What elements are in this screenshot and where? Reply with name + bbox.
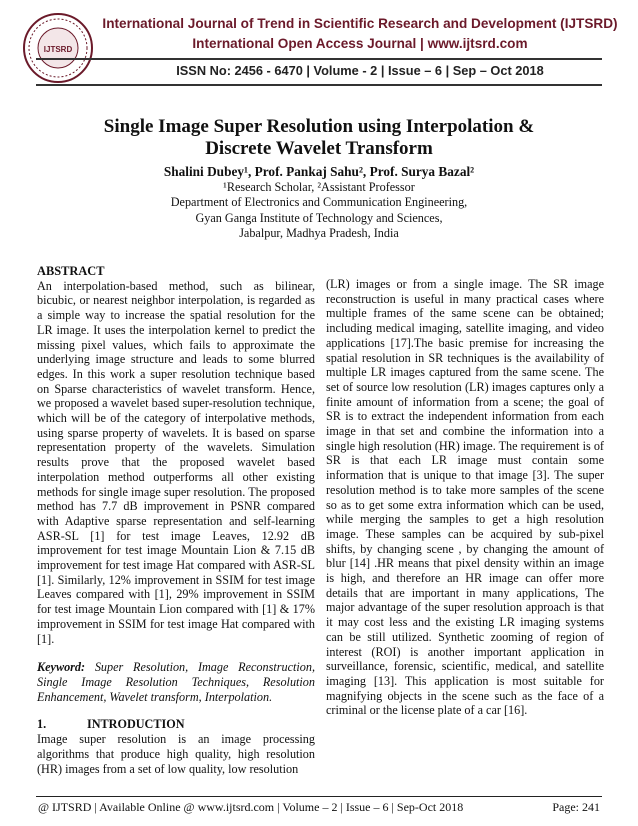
intro-heading — [37, 717, 315, 732]
title-line-2: Discrete Wavelet Transform — [205, 138, 433, 159]
journal-name: International Journal of Trend in Scientific Research and Development (IJTSRD) — [102, 16, 618, 31]
keywords-label: Keyword: — [37, 660, 86, 675]
abstract-text: An interpolation-based method, such as bilinear, bicubic, or nearest neighbor interpolation, is regarded as a simple way to increase the spatial resolution for the LR image. It uses the interpolation kernel to predict the missing pixel values, which fails to approximate the underlying image structure and leads to some blurred edges. In this work a super resolution technique based on Sparse characteristics of wavelet transform. Hence, we proposed a wavelet based super-resolution technique, which will be of the category of interpolative methods, using sparse property of wavelets. It is based on sparse representation property of the wavelets. Simulation results prove that the proposed wavelet based interpolation method outperforms all other existing methods for single image super resolution. The proposed method has 7.7 dB improvement in PSNR compared with Adaptive sparse representation and self-learning ASR-SL [1] for test image Leaves, 12.92 dB improvement for test image Mountain Lion & 7.15 dB improvement for test image Hat compared with ASR-SL [1]. Similarly, 12% improvement in SSIM for test image Leaves compared with [1], 29% improvement in SSIM for test image Mountain Lion compared with [1] & 17% improvement in SSIM for test image Hat compared with [1]. — [37, 278, 315, 646]
issue-line: ISSN No: 2456 - 6470 | Volume - 2 | Issue – 6 | Sep – Oct 2018 — [176, 63, 544, 78]
right-column — [326, 277, 604, 718]
footer-info: @ IJTSRD | Available Online @ www.ijtsrd.com | Volume – 2 | Issue – 6 | Sep-Oct 2018 — [38, 800, 464, 814]
intro-text-right: (LR) images or from a single image. The SR image reconstruction is useful in many practical cases where multiple frames of the same scene can be obtained; including medical imaging, satellite imaging, and video applications [17].The basic premise for increasing the spatial resolution in SR techniques is the availability of multiple LR images captured from the same scene. The set of source low resolution (LR) images captures only a finite amount of information from a scene; the goal of SR is to extract the independent information from each image in that set and combine the information into a single high resolution (HR) image. The requirement is of SR is that each LR image must contain some information that is unique to that image [3]. The super resolution method is to take more samples of the scene so as to get some extra information which can be used, while merging the samples to get a high resolution image. These samples can be acquired by sub-pixel shifts, by changing scene , by changing the amount of blur [14] .HR means that pixel density within an image is high, and therefore an HR image can offer more details that are important in many applications, The major advantage of the super resolution approach is that it may cost less and the existing LR imaging systems can be still utilized. Synthetic zooming of region of interest (ROI) is another important application in surveillance, forensic, scientific, medical, and satellite imaging [13]. This application is most suitable for magnifying objects in the scene such as the face of a criminal or the license plate of a car [16]. — [326, 277, 604, 718]
page-number: Page: 241 — [552, 800, 600, 814]
header-rule-top — [36, 58, 602, 60]
authors: Shalini Dubey¹, Prof. Pankaj Sahu², Prof. Surya Bazal² — [163, 164, 475, 179]
svg-text:IJTSRD: IJTSRD — [43, 45, 73, 54]
title-line-1: Single Image Super Resolution using Interpolation & — [103, 116, 535, 137]
intro-text-left: Image super resolution is an image processing algorithms that produce high quality, high resolution (HR) images from a set of low quality, low resolution — [37, 732, 315, 776]
keywords — [37, 660, 315, 704]
paper-title — [40, 116, 598, 160]
header-rule-bottom — [36, 84, 602, 86]
intro-title: INTRODUCTION — [87, 717, 185, 732]
left-column — [37, 264, 315, 776]
author-roles: ¹Research Scholar, ²Assistant Professor — [223, 180, 415, 194]
journal-subtitle: International Open Access Journal | www.ijtsrd.com — [192, 36, 528, 51]
institute: Gyan Ganga Institute of Technology and Sciences, — [195, 210, 443, 225]
location: Jabalpur, Madhya Pradesh, India — [239, 225, 399, 240]
abstract-heading: ABSTRACT — [37, 264, 105, 278]
keywords-text: Super Resolution, Image Reconstruction, Single Image Resolution Techniques, Resolution Enhancement, Wavelet transform, Interpolation. — [37, 660, 315, 704]
affiliation — [40, 180, 598, 241]
footer-rule — [36, 796, 602, 797]
journal-seal-logo — [22, 12, 94, 84]
department: Department of Electronics and Communication Engineering, — [170, 195, 468, 210]
intro-number: 1. — [37, 717, 47, 732]
